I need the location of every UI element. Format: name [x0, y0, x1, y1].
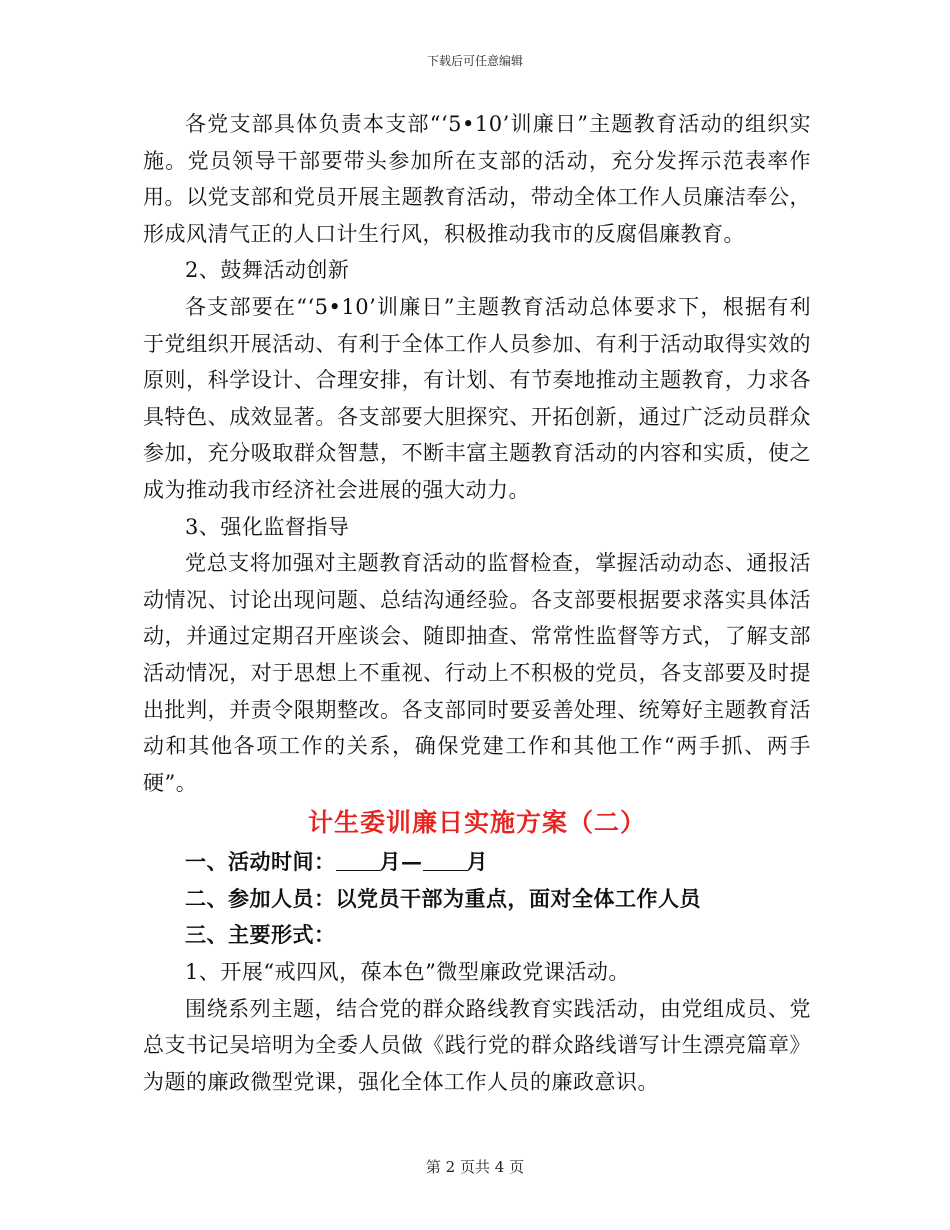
section-title: 计生委训廉日实施方案（二） [307, 808, 646, 838]
paragraph-supervision: 党总支将加强对主题教育活动的监督检查，掌握活动动态、通报活动情况、讨论出现问题、总结沟通经验。各支部要根据要求落实具体活动，并通过定期召开座谈会、随即抽查、常常性监督等方式，了解支部活动情况，对于思想上不重视、行动上不积极的党员，各支部要及时提出批判，并责令限期整改。各支部同时要妥善处理、统筹好主题教育活动和其他各项工作的关系，确保党建工作和其他工作“两手抓、两手硬”。 [143, 551, 811, 795]
subheading-innovation: 2、鼓舞活动创新 [185, 258, 350, 283]
activity-time-label: 一、活动时间： [185, 849, 336, 875]
paragraph-organization: 各党支部具体负责本支部“‘5•10’训廉日”主题教育活动的组织实施。党员领导干部要带头参加所在支部的活动，充分发挥示范表率作用。以党支部和党员开展主题教育活动，带动全体工作人员廉洁奉公，形成风清气正的人口计生行风，积极推动我市的反腐倡廉教育。 [143, 112, 811, 246]
item-activity-time [143, 844, 811, 881]
item-main-form: 三、主要形式： [185, 922, 336, 948]
paragraph-form-1-desc: 围绕系列主题，结合党的群众路线教育实践活动，由党组成员、党总支书记吴培明为全委人员做《践行党的群众路线谱写计生漂亮篇章》为题的廉政微型党课，强化全体工作人员的廉政意识。 [143, 996, 811, 1094]
activity-time-month2: 月 [466, 849, 488, 875]
paragraph-innovation: 各支部要在“‘5•10’训廉日”主题教育活动总体要求下，根据有利于党组织开展活动、有利于全体工作人员参加、有利于活动取得实效的原则，科学设计、合理安排，有计划、有节奏地推动主题教育，力求各具特色、成效显著。各支部要大胆探究、开拓创新，通过广泛动员群众参加，充分吸取群众智慧，不断丰富主题教育活动的内容和实质，使之成为推动我市经济社会进展的强大动力。 [143, 294, 811, 502]
item-participants: 二、参加人员：以党员干部为重点，面对全体工作人员 [185, 885, 701, 911]
page-footer: 第 2 页共 4 页 [425, 1158, 525, 1176]
activity-time-month1: 月— [379, 849, 423, 875]
blank-line-1 [336, 849, 380, 871]
subheading-supervision: 3、强化监督指导 [185, 514, 350, 539]
page-header: 下载后可任意编辑 [426, 54, 523, 68]
blank-line-2 [423, 849, 467, 871]
document-body [143, 106, 811, 1100]
item-form-1: 1、开展“戒四风，葆本色”微型廉政党课活动。 [185, 960, 630, 985]
